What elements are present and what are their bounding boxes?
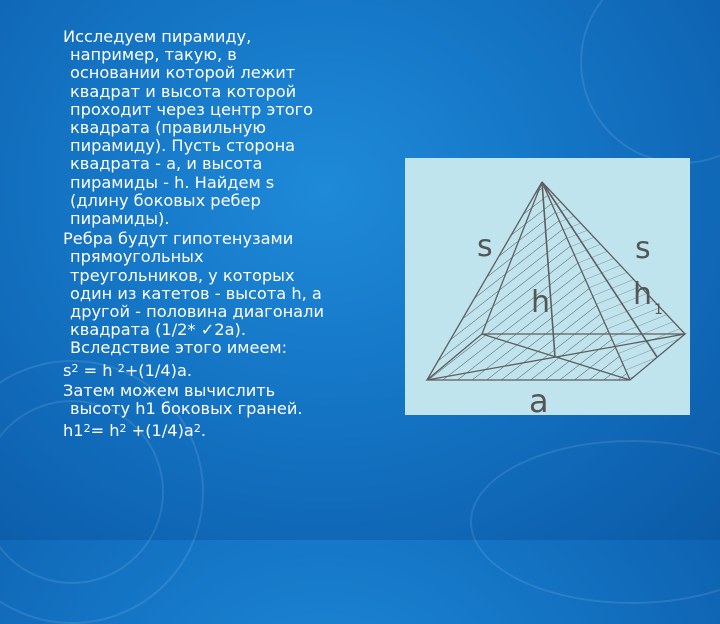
text-line: квадрата - а, и высота xyxy=(70,154,263,174)
label-h: h xyxy=(531,285,551,320)
formula-s: $s^2 = h$ $^2$+(1/4)a. xyxy=(63,360,193,380)
background-ripple xyxy=(580,0,720,164)
text-line: основании которой лежит xyxy=(70,63,296,83)
formula-h1: $h1^2= h^2 +(1/4)a^2$. xyxy=(63,421,206,441)
text-line: другой - половина диагонали xyxy=(70,302,324,322)
pyramid-diagram xyxy=(405,158,690,415)
text-line: высоту h1 боковых граней. xyxy=(70,399,303,419)
text-line: квадрат и высота которой xyxy=(70,81,297,101)
text-line: пирамиду). Пусть сторона xyxy=(70,136,296,156)
label-a: a xyxy=(529,382,549,415)
label-h1-subscript: 1 xyxy=(654,302,663,318)
label-s-left: s xyxy=(477,229,493,264)
text-line: квадрата (правильную xyxy=(70,118,266,138)
background-ripple xyxy=(470,440,720,604)
text-line: прямоугольных xyxy=(70,247,204,267)
text-line: треугольников, у которых xyxy=(70,265,295,285)
text-line: (длину боковых ребер xyxy=(70,190,261,210)
text-line: Затем можем вычислить xyxy=(63,380,276,400)
text-line: пирамиды). xyxy=(70,209,170,229)
slide-text xyxy=(63,28,403,440)
text-line: например, такую, в xyxy=(70,45,237,65)
text-line: пирамиды - h. Найдем s xyxy=(70,172,275,192)
text-line: Вследствие этого имеем: xyxy=(70,338,288,358)
text-line: проходит через центр этого xyxy=(70,99,314,119)
text-line: квадрата (1/2* ✓2a). xyxy=(70,320,246,340)
text-line: один из катетов - высота h, а xyxy=(70,283,322,303)
pyramid-figure xyxy=(405,158,690,415)
text-line: Ребра будут гипотенузами xyxy=(63,229,294,249)
label-h1: h xyxy=(633,277,653,312)
text-line: Исследуем пирамиду, xyxy=(63,27,252,46)
label-s-right: s xyxy=(635,231,651,266)
